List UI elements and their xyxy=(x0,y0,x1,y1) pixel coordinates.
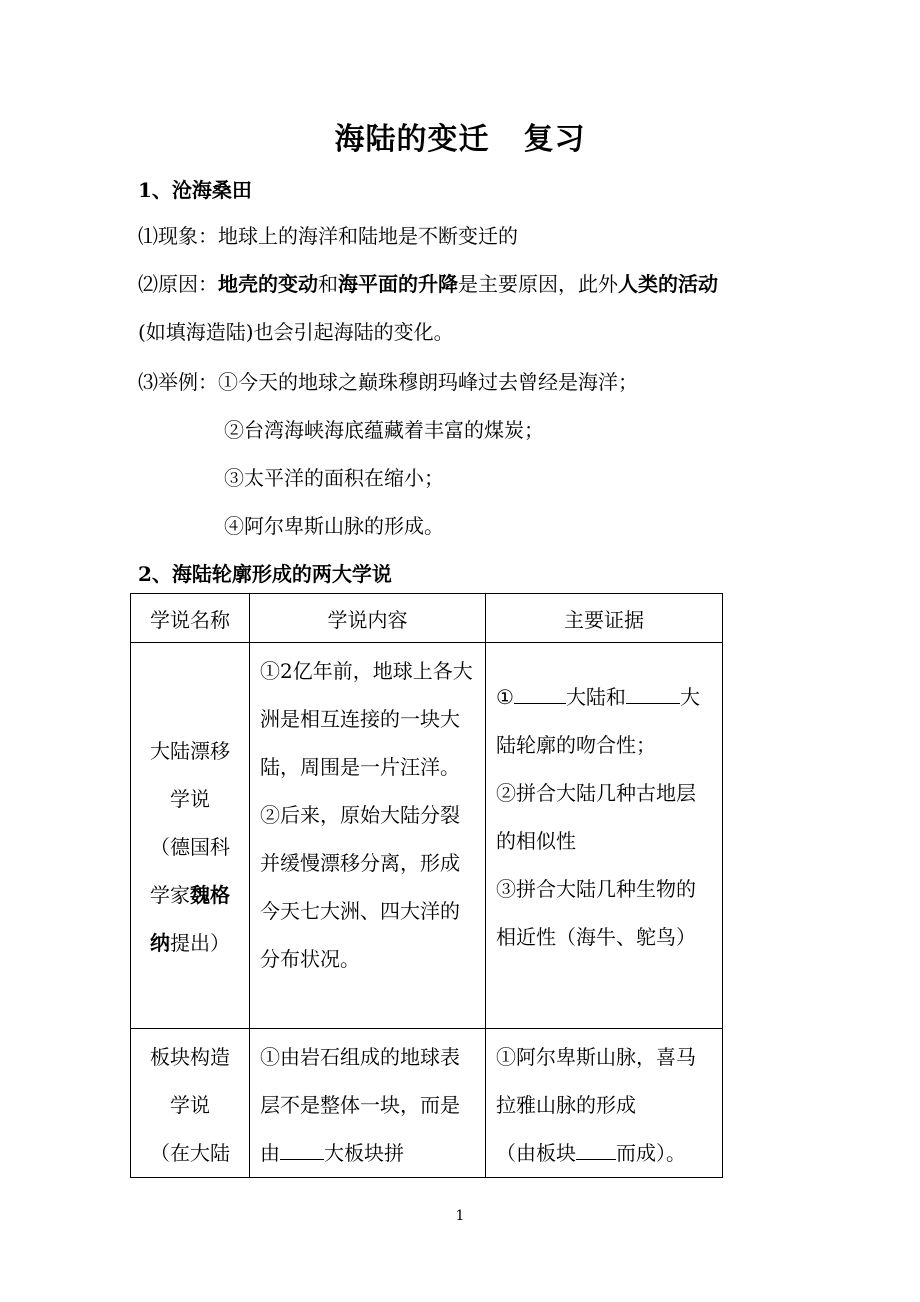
cause-and: 和 xyxy=(318,272,338,296)
example-line-3: ③太平洋的面积在缩小； xyxy=(224,466,444,490)
header-theory-name: 学说名称 xyxy=(131,594,250,643)
title-sub: 复习 xyxy=(523,122,586,157)
drift-evidence-cell xyxy=(486,643,723,1029)
header-evidence: 主要证据 xyxy=(486,594,723,643)
wegener-name-part2: 纳 xyxy=(150,931,170,955)
title-main: 海陆的变迁 xyxy=(334,122,490,157)
cause-line xyxy=(138,268,718,297)
table-header-row xyxy=(131,594,723,643)
drift-evidence-1: ① 大陆和 大陆轮廓的吻合性； xyxy=(496,673,714,769)
fill-blank-4[interactable] xyxy=(576,1135,616,1160)
drift-content-cell: ①2亿年前，地球上各大洲是相互连接的一块大陆，周围是一片汪洋。②后来，原始大陆分裂并缓慢漂移分离，形成今天七大洲、四大洋的分布状况。 xyxy=(250,643,486,1029)
plate-name-l1: 板块构造 xyxy=(150,1045,230,1069)
drift-evidence-3: ③拼合大陆几种生物的相近性（海牛、鸵鸟） xyxy=(496,877,696,949)
cause-label: ⑵原因： xyxy=(138,272,218,296)
cause-human: 人类的活动 xyxy=(618,272,718,296)
cause-line-cont: (如填海造陆)也会引起海陆的变化。 xyxy=(138,320,454,344)
section2-heading: 2、海陆轮廓形成的两大学说 xyxy=(138,562,392,586)
fill-blank-3[interactable] xyxy=(280,1135,324,1160)
drift-name-l3: （德国科 xyxy=(150,835,230,859)
drift-name-l2: 学说 xyxy=(170,787,210,811)
example-line-2: ②台湾海峡海底蕴藏着丰富的煤炭； xyxy=(224,418,544,442)
example-line-4: ④阿尔卑斯山脉的形成。 xyxy=(224,514,444,538)
drift-name-l4: 学家魏格 xyxy=(150,883,230,907)
theories-table xyxy=(130,593,723,1178)
drift-name-cell xyxy=(131,643,250,1029)
header-theory-content: 学说内容 xyxy=(250,594,486,643)
phenomenon-line: ⑴现象：地球上的海洋和陆地是不断变迁的 xyxy=(138,224,518,248)
page-number: 1 xyxy=(455,1208,465,1224)
drift-name-l1: 大陆漂移 xyxy=(150,739,230,763)
plate-evidence-cell: ①阿尔卑斯山脉，喜马拉雅山脉的形成 （由板块 而成）。 xyxy=(486,1029,723,1178)
section1-heading: 1、沧海桑田 xyxy=(138,178,252,202)
cause-text: 是主要原因，此外 xyxy=(458,272,618,296)
plate-name-l2: 学说 xyxy=(170,1093,210,1117)
drift-evidence-2: ②拼合大陆几种古地层的相似性 xyxy=(496,781,696,853)
table-row-continental-drift xyxy=(131,643,723,1029)
plate-name-l3: （在大陆 xyxy=(150,1141,230,1165)
plate-content-cell: ①由岩石组成的地球表层不是整体一块，而是由 大板块拼 xyxy=(250,1029,486,1178)
fill-blank-2[interactable] xyxy=(626,679,680,704)
cause-crust: 地壳的变动 xyxy=(218,272,318,296)
example-line-1: ⑶举例：①今天的地球之巅珠穆朗玛峰过去曾经是海洋； xyxy=(138,370,638,394)
table-row-plate-tectonics xyxy=(131,1029,723,1178)
drift-name-l5: 纳提出） xyxy=(150,931,230,955)
plate-name-cell xyxy=(131,1029,250,1178)
cause-sea-level: 海平面的升降 xyxy=(338,272,458,296)
page-title xyxy=(0,114,920,158)
wegener-name-part1: 魏格 xyxy=(190,883,230,907)
fill-blank-1[interactable] xyxy=(514,679,566,704)
